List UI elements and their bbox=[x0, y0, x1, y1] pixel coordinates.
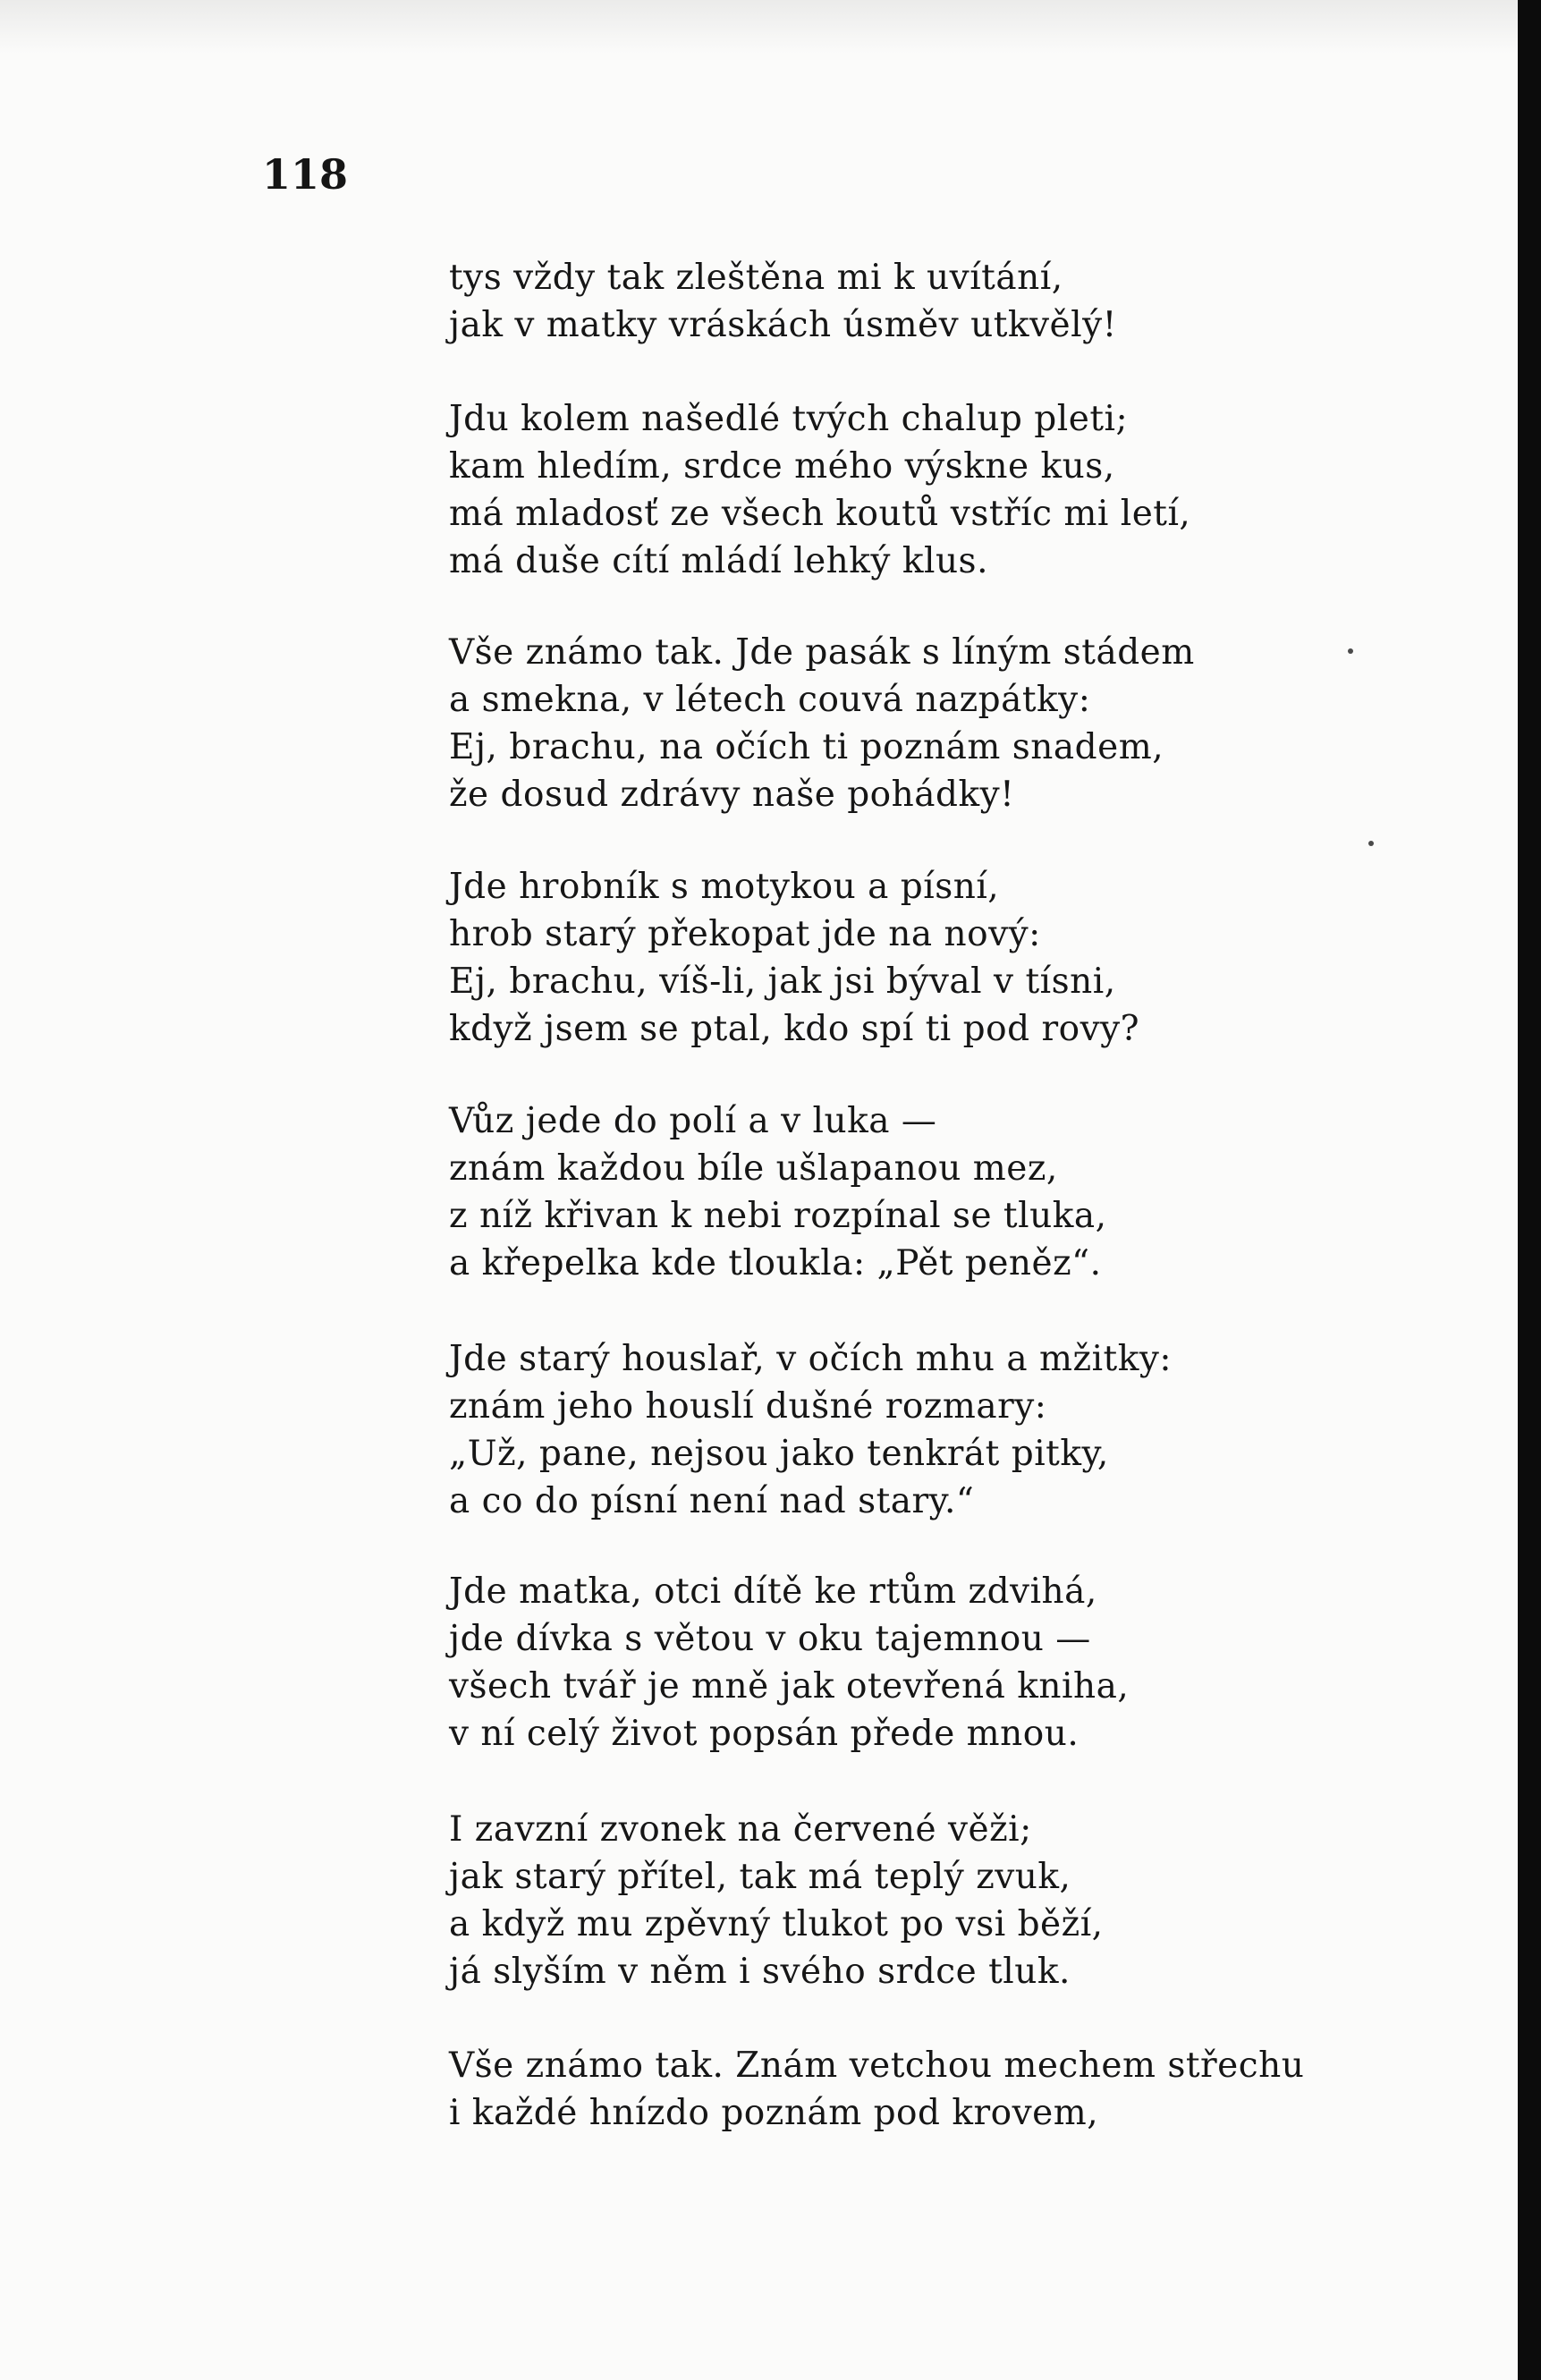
poem-line: i každé hnízdo poznám pod krovem, bbox=[449, 2093, 1099, 2133]
poem-line: že dosud zdrávy naše pohádky! bbox=[449, 775, 1015, 815]
poem-line: jak v matky vráskách úsměv utkvělý! bbox=[449, 305, 1117, 345]
poem-line: Vše známo tak. Jde pasák s líným stádem bbox=[449, 632, 1195, 673]
poem-line: Jdu kolem našedlé tvých chalup pleti; bbox=[449, 399, 1129, 439]
poem-line: Jde starý houslař, v očích mhu a mžitky: bbox=[449, 1339, 1173, 1379]
page-top-shading bbox=[0, 0, 1518, 54]
stanza-1 bbox=[449, 254, 1433, 349]
poem-line: tys vždy tak zleštěna mi k uvítání, bbox=[449, 258, 1063, 298]
page-number: 118 bbox=[262, 150, 349, 199]
poem-line: když jsem se ptal, kdo spí ti pod rovy? bbox=[449, 1009, 1140, 1049]
poem-line: má mladosť ze všech koutů vstříc mi letí, bbox=[449, 494, 1191, 534]
poem-line: a smekna, v létech couvá nazpátky: bbox=[449, 680, 1091, 720]
poem-line: já slyším v něm i svého srdce tluk. bbox=[449, 1952, 1071, 1992]
poem-line: Vše známo tak. Znám vetchou mechem střechu bbox=[449, 2045, 1305, 2086]
poem-line: jde dívka s větou v oku tajemnou — bbox=[449, 1619, 1091, 1659]
stanza-8 bbox=[449, 1806, 1433, 1995]
stanza-7 bbox=[449, 1568, 1433, 1757]
page-edge-shadow bbox=[1518, 0, 1541, 2380]
poem-line: Ej, brachu, na očích ti poznám snadem, bbox=[449, 727, 1164, 767]
poem-line: a křepelka kde tloukla: „Pět peněz“. bbox=[449, 1243, 1102, 1283]
poem-line: kam hledím, srdce mého výskne kus, bbox=[449, 446, 1115, 487]
poem-line: Jde matka, otci dítě ke rtům zdvihá, bbox=[449, 1571, 1097, 1612]
poem-line: znám každou bíle ušlapanou mez, bbox=[449, 1148, 1058, 1189]
poem-line: „Už, pane, nejsou jako tenkrát pitky, bbox=[449, 1434, 1109, 1474]
poem-line: jak starý přítel, tak má teplý zvuk, bbox=[449, 1857, 1071, 1897]
print-speck bbox=[1368, 841, 1374, 846]
stanza-3 bbox=[449, 629, 1433, 818]
poem-text bbox=[449, 254, 1433, 2137]
stanza-2 bbox=[449, 395, 1433, 585]
poem-line: Jde hrobník s motykou a písní, bbox=[449, 867, 1000, 907]
stanza-9 bbox=[449, 2042, 1433, 2137]
stanza-5 bbox=[449, 1097, 1433, 1287]
poem-line: má duše cítí mládí lehký klus. bbox=[449, 541, 988, 581]
poem-line: I zavzní zvonek na červené věži; bbox=[449, 1809, 1032, 1850]
stanza-4 bbox=[449, 863, 1433, 1053]
poem-line: hrob starý překopat jde na nový: bbox=[449, 914, 1041, 954]
print-speck bbox=[1348, 648, 1353, 654]
poem-line: Ej, brachu, víš-li, jak jsi býval v tísni, bbox=[449, 961, 1116, 1002]
poem-line: v ní celý život popsán přede mnou. bbox=[449, 1714, 1080, 1754]
poem-line: a co do písní není nad stary.“ bbox=[449, 1481, 975, 1521]
stanza-6 bbox=[449, 1335, 1433, 1525]
poem-line: všech tvář je mně jak otevřená kniha, bbox=[449, 1666, 1130, 1707]
poem-line: z níž křivan k nebi rozpínal se tluka, bbox=[449, 1196, 1107, 1236]
poem-line: a když mu zpěvný tlukot po vsi běží, bbox=[449, 1904, 1104, 1944]
poem-line: Vůz jede do polí a v luka — bbox=[449, 1101, 937, 1141]
poem-line: znám jeho houslí dušné rozmary: bbox=[449, 1386, 1047, 1427]
